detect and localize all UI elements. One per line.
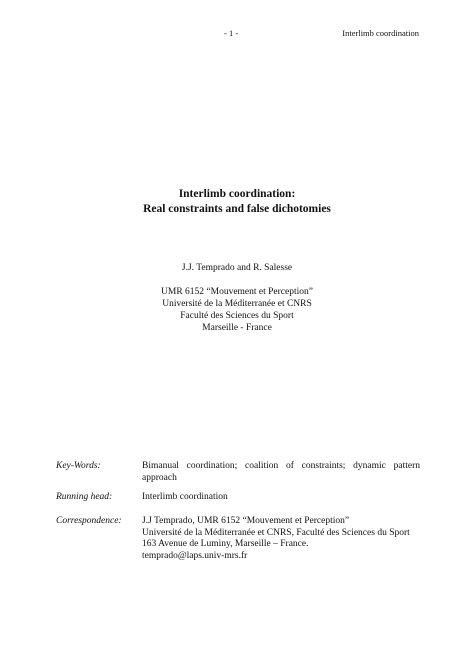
affiliation-line: Faculté des Sciences du Sport xyxy=(180,311,294,321)
keywords-row xyxy=(56,461,420,484)
correspondence-line: J.J Temprado, UMR 6152 “Mouvement et Perception” xyxy=(142,516,350,526)
affiliation-line: UMR 6152 “Mouvement et Perception” xyxy=(161,287,313,297)
correspondence-line: 163 Avenue de Luminy, Marseille – France. xyxy=(142,539,309,549)
correspondence-value xyxy=(142,516,420,562)
affiliation-line: Université de la Méditerranée et CNRS xyxy=(162,299,312,309)
running-head-row xyxy=(56,492,420,504)
paper-title xyxy=(0,187,474,217)
affiliation-line: Marseille - France xyxy=(202,323,272,333)
correspondence-email[interactable]: temprado@laps.univ-mrs.fr xyxy=(142,550,248,561)
correspondence-label: Correspondence: xyxy=(56,516,122,526)
running-head-value: Interlimb coordination xyxy=(142,492,228,502)
running-head-label: Running head: xyxy=(56,492,113,502)
authors: J.J. Temprado and R. Salesse xyxy=(181,263,293,273)
correspondence-line: Université de la Méditerranée et CNRS, Faculté des Sciences du Sport xyxy=(142,527,410,538)
affiliation xyxy=(0,286,474,334)
keywords-value: Bimanual coordination; coalition of constraints; dynamic pattern approach xyxy=(142,461,420,483)
title-line-2: Real constraints and false dichotomies xyxy=(143,203,331,215)
page-number: - 1 - xyxy=(224,28,239,38)
keywords-label: Key-Words: xyxy=(56,461,101,471)
title-line-1: Interlimb coordination: xyxy=(178,188,296,200)
running-header: Interlimb coordination xyxy=(342,28,419,38)
correspondence-row xyxy=(56,516,420,562)
